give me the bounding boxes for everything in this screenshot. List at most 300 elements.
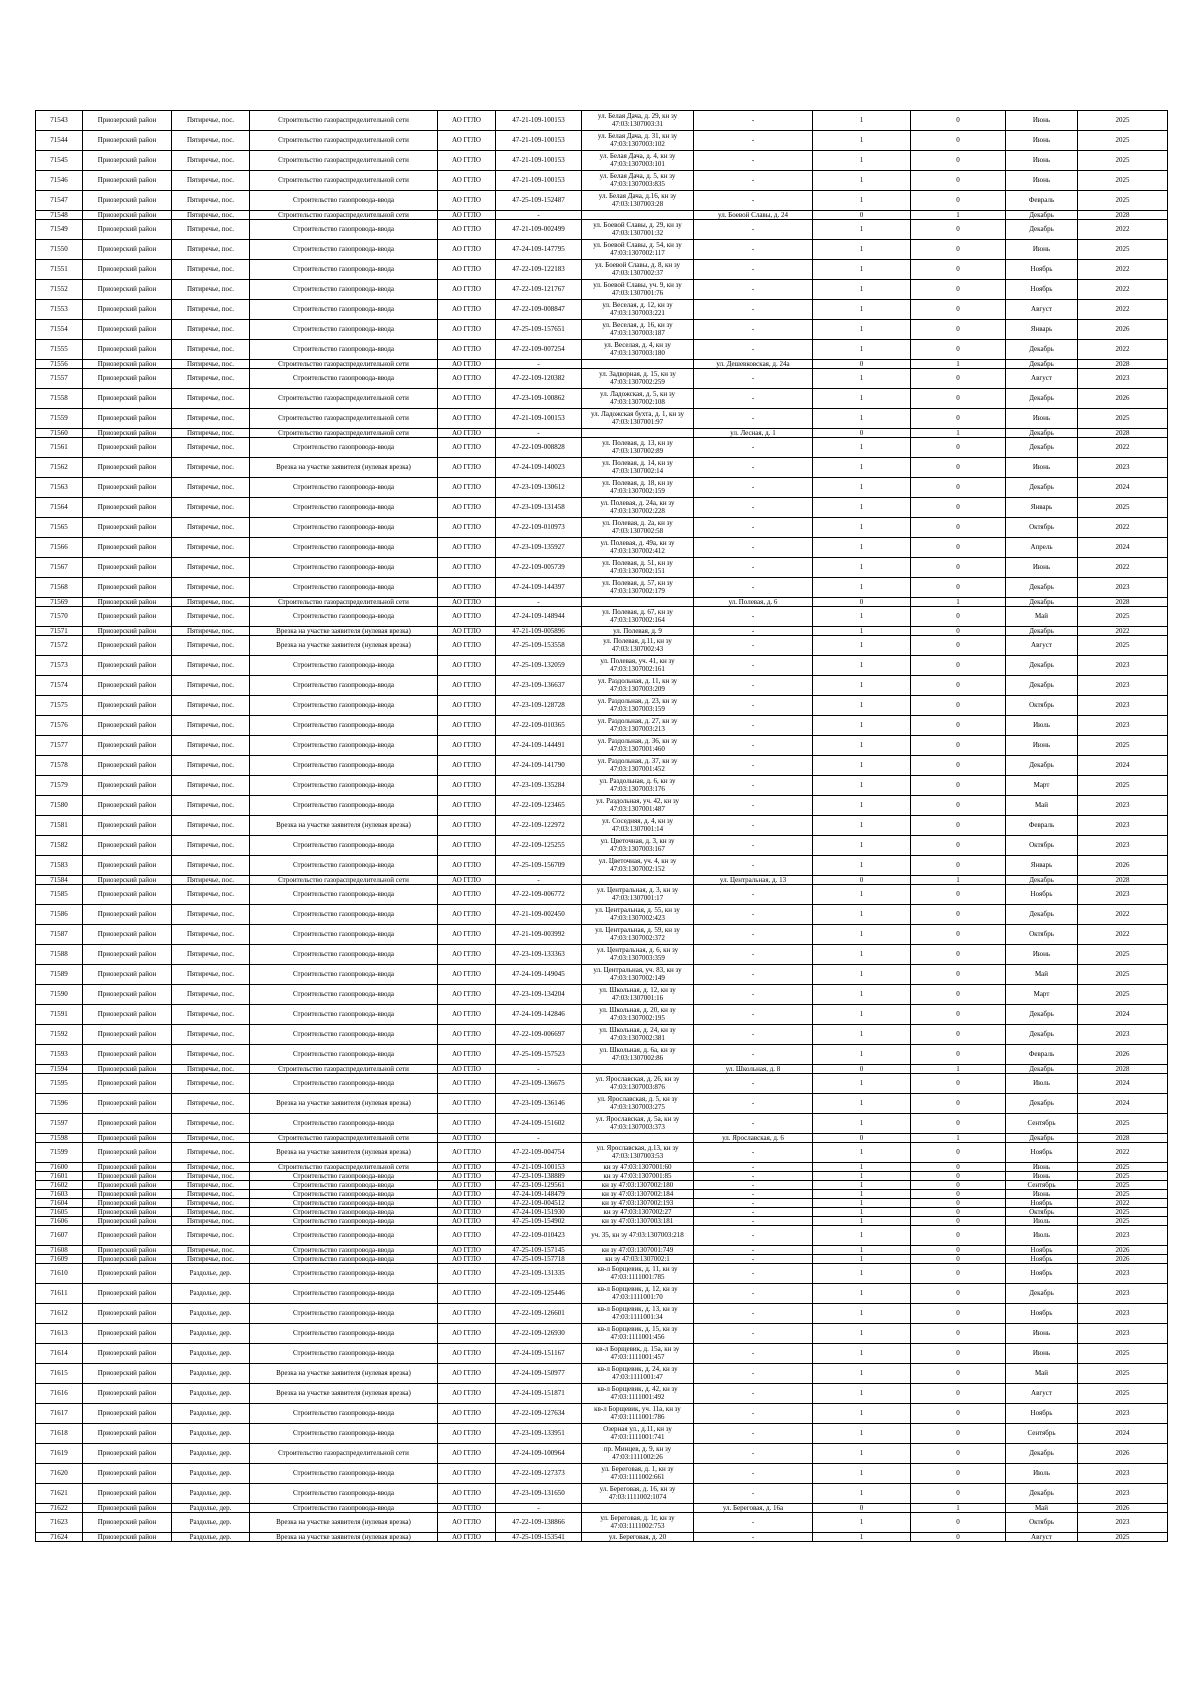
- cell-application-number: 47-22-109-125446: [496, 1284, 582, 1304]
- cell-district: Приозерский район: [83, 885, 172, 905]
- cell-settlement: Пятиречье, пос.: [172, 656, 250, 676]
- cell-organization: АО ГГЛО: [438, 1045, 496, 1065]
- cell-count-a: 1: [813, 985, 911, 1005]
- cell-count-b: 1: [911, 1504, 1006, 1513]
- cell-application-number: 47-23-109-136675: [496, 1074, 582, 1094]
- cell-address-cadastral: ул. Полевая, д. 67, кн зу 47:03:1307002:164: [582, 607, 694, 627]
- cell-application-number: 47-23-109-131335: [496, 1264, 582, 1284]
- cell-district: Приозерский район: [83, 1074, 172, 1094]
- cell-address-planned: -: [694, 1484, 813, 1504]
- cell-count-b: 0: [911, 965, 1006, 985]
- table-row: [36, 816, 1168, 836]
- cell-count-a: 1: [813, 1284, 911, 1304]
- cell-organization: АО ГГЛО: [438, 538, 496, 558]
- cell-district: Приозерский район: [83, 985, 172, 1005]
- cell-address-planned: -: [694, 1255, 813, 1264]
- cell-address-cadastral: ул. Центральная, д. 3, кн зу 47:03:1307001:17: [582, 885, 694, 905]
- cell-work-type: Строительство газопровода-ввода: [250, 985, 438, 1005]
- cell-settlement: Пятиречье, пос.: [172, 220, 250, 240]
- cell-year: 2023: [1078, 1264, 1168, 1284]
- cell-organization: АО ГГЛО: [438, 1134, 496, 1143]
- cell-year: 2023: [1078, 1464, 1168, 1484]
- cell-year: 2025: [1078, 636, 1168, 656]
- cell-settlement: Пятиречье, пос.: [172, 776, 250, 796]
- cell-count-b: 0: [911, 1444, 1006, 1464]
- cell-district: Приозерский район: [83, 240, 172, 260]
- cell-year: 2025: [1078, 131, 1168, 151]
- table-row: [36, 1344, 1168, 1364]
- cell-address-planned: -: [694, 836, 813, 856]
- cell-settlement: Пятиречье, пос.: [172, 1065, 250, 1074]
- cell-row-number: 71599: [36, 1143, 83, 1163]
- cell-address-planned: ул. Центральная, д. 13: [694, 876, 813, 885]
- cell-address-planned: -: [694, 696, 813, 716]
- cell-organization: АО ГГЛО: [438, 736, 496, 756]
- cell-count-b: 0: [911, 1513, 1006, 1533]
- cell-count-a: 1: [813, 1484, 911, 1504]
- cell-row-number: 71594: [36, 1065, 83, 1074]
- cell-count-a: 1: [813, 836, 911, 856]
- table-row: [36, 280, 1168, 300]
- cell-organization: АО ГГЛО: [438, 320, 496, 340]
- cell-work-type: Строительство газораспределительной сети: [250, 211, 438, 220]
- cell-settlement: Раздолье, дер.: [172, 1304, 250, 1324]
- cell-count-b: 1: [911, 1134, 1006, 1143]
- cell-application-number: 47-22-109-121767: [496, 280, 582, 300]
- cell-year: 2024: [1078, 1074, 1168, 1094]
- cell-organization: АО ГГЛО: [438, 1344, 496, 1364]
- cell-settlement: Пятиречье, пос.: [172, 1094, 250, 1114]
- cell-count-b: 0: [911, 1074, 1006, 1094]
- cell-work-type: Строительство газопровода-ввода: [250, 836, 438, 856]
- cell-settlement: Пятиречье, пос.: [172, 1226, 250, 1246]
- cell-work-type: Строительство газопровода-ввода: [250, 558, 438, 578]
- cell-count-a: 1: [813, 1513, 911, 1533]
- cell-application-number: 47-23-109-135284: [496, 776, 582, 796]
- cell-month: Январь: [1006, 320, 1078, 340]
- cell-work-type: Строительство газораспределительной сети: [250, 429, 438, 438]
- cell-count-b: 0: [911, 636, 1006, 656]
- cell-work-type: Врезка на участке заявителя (нулевая врезка): [250, 1384, 438, 1404]
- cell-address-planned: -: [694, 1163, 813, 1172]
- table-row: [36, 1304, 1168, 1324]
- cell-application-number: 47-24-109-142846: [496, 1005, 582, 1025]
- cell-application-number: -: [496, 1504, 582, 1513]
- cell-month: Июнь: [1006, 151, 1078, 171]
- cell-row-number: 71580: [36, 796, 83, 816]
- cell-settlement: Раздолье, дер.: [172, 1484, 250, 1504]
- table-row: [36, 1208, 1168, 1217]
- cell-organization: АО ГГЛО: [438, 300, 496, 320]
- cell-settlement: Пятиречье, пос.: [172, 1172, 250, 1181]
- cell-count-a: 1: [813, 280, 911, 300]
- cell-organization: АО ГГЛО: [438, 220, 496, 240]
- cell-row-number: 71546: [36, 171, 83, 191]
- table-row: [36, 836, 1168, 856]
- cell-settlement: Пятиречье, пос.: [172, 240, 250, 260]
- cell-row-number: 71581: [36, 816, 83, 836]
- cell-count-a: 1: [813, 409, 911, 429]
- cell-row-number: 71592: [36, 1025, 83, 1045]
- cell-row-number: 71607: [36, 1226, 83, 1246]
- cell-application-number: 47-23-109-133363: [496, 945, 582, 965]
- cell-month: Декабрь: [1006, 578, 1078, 598]
- cell-address-planned: -: [694, 965, 813, 985]
- cell-month: Июнь: [1006, 131, 1078, 151]
- cell-work-type: Строительство газопровода-ввода: [250, 1217, 438, 1226]
- cell-address-planned: -: [694, 1190, 813, 1199]
- cell-work-type: Строительство газопровода-ввода: [250, 518, 438, 538]
- cell-settlement: Пятиречье, пос.: [172, 369, 250, 389]
- cell-count-b: 0: [911, 1344, 1006, 1364]
- cell-address-cadastral: ул. Центральная, д. 59, кн зу 47:03:1307002:372: [582, 925, 694, 945]
- cell-address-cadastral: кн зу 47:03:1307002:184: [582, 1190, 694, 1199]
- cell-settlement: Пятиречье, пос.: [172, 518, 250, 538]
- cell-month: Декабрь: [1006, 676, 1078, 696]
- cell-month: Ноябрь: [1006, 1404, 1078, 1424]
- cell-application-number: 47-21-109-002450: [496, 905, 582, 925]
- cell-organization: АО ГГЛО: [438, 696, 496, 716]
- cell-organization: АО ГГЛО: [438, 1464, 496, 1484]
- cell-count-b: 0: [911, 300, 1006, 320]
- cell-count-b: 1: [911, 429, 1006, 438]
- cell-organization: АО ГГЛО: [438, 260, 496, 280]
- cell-month: Декабрь: [1006, 429, 1078, 438]
- cell-address-planned: -: [694, 498, 813, 518]
- cell-district: Приозерский район: [83, 1045, 172, 1065]
- table-row: [36, 945, 1168, 965]
- cell-settlement: Пятиречье, пос.: [172, 558, 250, 578]
- table-row: [36, 756, 1168, 776]
- cell-row-number: 71547: [36, 191, 83, 211]
- cell-count-b: 0: [911, 796, 1006, 816]
- cell-work-type: Строительство газопровода-ввода: [250, 676, 438, 696]
- cell-count-a: 1: [813, 1464, 911, 1484]
- cell-count-a: 1: [813, 1074, 911, 1094]
- cell-count-b: 0: [911, 458, 1006, 478]
- cell-address-planned: -: [694, 300, 813, 320]
- cell-application-number: 47-22-109-126601: [496, 1304, 582, 1324]
- cell-count-b: 0: [911, 151, 1006, 171]
- cell-district: Приозерский район: [83, 1208, 172, 1217]
- cell-month: Ноябрь: [1006, 1199, 1078, 1208]
- cell-year: 2026: [1078, 1504, 1168, 1513]
- cell-address-planned: -: [694, 171, 813, 191]
- cell-year: 2025: [1078, 1217, 1168, 1226]
- cell-count-a: 0: [813, 429, 911, 438]
- cell-district: Приозерский район: [83, 856, 172, 876]
- cell-organization: АО ГГЛО: [438, 598, 496, 607]
- cell-address-cadastral: ул. Береговая, д. 1, кн зу 47:03:1111002:661: [582, 1464, 694, 1484]
- cell-district: Приозерский район: [83, 598, 172, 607]
- cell-count-b: 0: [911, 220, 1006, 240]
- cell-settlement: Раздолье, дер.: [172, 1424, 250, 1444]
- cell-settlement: Пятиречье, пос.: [172, 438, 250, 458]
- cell-district: Приозерский район: [83, 220, 172, 240]
- cell-row-number: 71605: [36, 1208, 83, 1217]
- cell-year: 2025: [1078, 1181, 1168, 1190]
- cell-count-a: 1: [813, 1045, 911, 1065]
- cell-work-type: Строительство газопровода-ввода: [250, 1172, 438, 1181]
- cell-address-planned: -: [694, 1344, 813, 1364]
- cell-count-a: 1: [813, 151, 911, 171]
- cell-month: Август: [1006, 1533, 1078, 1542]
- cell-work-type: Строительство газопровода-ввода: [250, 220, 438, 240]
- cell-district: Приозерский район: [83, 1464, 172, 1484]
- table-row: [36, 578, 1168, 598]
- table-row: [36, 736, 1168, 756]
- cell-work-type: Врезка на участке заявителя (нулевая врезка): [250, 1513, 438, 1533]
- cell-organization: АО ГГЛО: [438, 1255, 496, 1264]
- cell-settlement: Пятиречье, пос.: [172, 111, 250, 131]
- cell-row-number: 71552: [36, 280, 83, 300]
- cell-district: Приозерский район: [83, 716, 172, 736]
- cell-row-number: 71610: [36, 1264, 83, 1284]
- cell-settlement: Пятиречье, пос.: [172, 300, 250, 320]
- cell-settlement: Пятиречье, пос.: [172, 389, 250, 409]
- cell-work-type: Строительство газопровода-ввода: [250, 885, 438, 905]
- cell-count-a: 0: [813, 598, 911, 607]
- cell-application-number: 47-22-109-004512: [496, 1199, 582, 1208]
- cell-row-number: 71555: [36, 340, 83, 360]
- cell-address-cadastral: ул. Ладожская бухта, д. 1, кн зу 47:03:1307001:97: [582, 409, 694, 429]
- cell-count-b: 0: [911, 856, 1006, 876]
- cell-organization: АО ГГЛО: [438, 1217, 496, 1226]
- cell-month: Ноябрь: [1006, 1246, 1078, 1255]
- cell-application-number: 47-24-109-148479: [496, 1190, 582, 1199]
- cell-application-number: 47-24-109-148944: [496, 607, 582, 627]
- cell-count-b: 0: [911, 498, 1006, 518]
- cell-month: Июль: [1006, 1217, 1078, 1226]
- cell-settlement: Пятиречье, пос.: [172, 756, 250, 776]
- cell-address-cadastral: ул. Раздольная, уч. 42, кн зу 47:03:1307001:487: [582, 796, 694, 816]
- table-row: [36, 1025, 1168, 1045]
- cell-address-planned: -: [694, 925, 813, 945]
- table-row: [36, 518, 1168, 538]
- cell-application-number: 47-24-109-144491: [496, 736, 582, 756]
- cell-application-number: 47-25-109-153541: [496, 1533, 582, 1542]
- cell-application-number: 47-22-109-127634: [496, 1404, 582, 1424]
- cell-district: Приозерский район: [83, 518, 172, 538]
- cell-month: Декабрь: [1006, 1484, 1078, 1504]
- cell-work-type: Строительство газораспределительной сети: [250, 111, 438, 131]
- table-row: [36, 607, 1168, 627]
- cell-count-a: 0: [813, 360, 911, 369]
- cell-address-cadastral: кв-л Борщевик, д. 11, кн зу 47:03:1111001:785: [582, 1264, 694, 1284]
- cell-address-planned: -: [694, 558, 813, 578]
- cell-application-number: 47-22-109-008847: [496, 300, 582, 320]
- cell-count-b: 0: [911, 578, 1006, 598]
- cell-address-planned: -: [694, 1114, 813, 1134]
- cell-month: Ноябрь: [1006, 280, 1078, 300]
- cell-address-planned: ул. Дешевковская, д. 24а: [694, 360, 813, 369]
- cell-organization: АО ГГЛО: [438, 458, 496, 478]
- cell-district: Приозерский район: [83, 1172, 172, 1181]
- cell-district: Приозерский район: [83, 558, 172, 578]
- cell-district: Приозерский район: [83, 171, 172, 191]
- cell-settlement: Пятиречье, пос.: [172, 985, 250, 1005]
- cell-month: Сентябрь: [1006, 1424, 1078, 1444]
- cell-address-planned: -: [694, 320, 813, 340]
- cell-month: Декабрь: [1006, 1025, 1078, 1045]
- cell-settlement: Пятиречье, пос.: [172, 498, 250, 518]
- cell-count-b: 0: [911, 816, 1006, 836]
- cell-organization: АО ГГЛО: [438, 111, 496, 131]
- cell-address-planned: ул. Школьная, д. 8: [694, 1065, 813, 1074]
- cell-settlement: Раздолье, дер.: [172, 1324, 250, 1344]
- cell-work-type: Строительство газопровода-ввода: [250, 736, 438, 756]
- cell-count-a: 1: [813, 538, 911, 558]
- table-row: [36, 1464, 1168, 1484]
- cell-count-a: 0: [813, 211, 911, 220]
- table-row: [36, 1143, 1168, 1163]
- cell-count-a: 0: [813, 1504, 911, 1513]
- cell-month: Ноябрь: [1006, 1264, 1078, 1284]
- cell-district: Приозерский район: [83, 1246, 172, 1255]
- cell-year: 2024: [1078, 1094, 1168, 1114]
- cell-address-planned: -: [694, 1324, 813, 1344]
- cell-count-b: 1: [911, 876, 1006, 885]
- table-row: [36, 111, 1168, 131]
- cell-count-b: 0: [911, 111, 1006, 131]
- cell-application-number: 47-24-109-149045: [496, 965, 582, 985]
- cell-row-number: 71544: [36, 131, 83, 151]
- cell-address-planned: -: [694, 1094, 813, 1114]
- cell-work-type: Врезка на участке заявителя (нулевая врезка): [250, 627, 438, 636]
- table-row: [36, 429, 1168, 438]
- cell-year: 2023: [1078, 1513, 1168, 1533]
- cell-work-type: Строительство газопровода-ввода: [250, 300, 438, 320]
- cell-application-number: 47-21-109-100153: [496, 131, 582, 151]
- cell-row-number: 71612: [36, 1304, 83, 1324]
- cell-district: Приозерский район: [83, 151, 172, 171]
- cell-month: Ноябрь: [1006, 885, 1078, 905]
- table-row: [36, 696, 1168, 716]
- cell-application-number: 47-24-109-150977: [496, 1364, 582, 1384]
- cell-month: Июнь: [1006, 409, 1078, 429]
- cell-settlement: Пятиречье, пос.: [172, 429, 250, 438]
- cell-month: Ноябрь: [1006, 1143, 1078, 1163]
- cell-application-number: 47-23-109-135927: [496, 538, 582, 558]
- cell-row-number: 71565: [36, 518, 83, 538]
- cell-count-b: 0: [911, 676, 1006, 696]
- cell-count-b: 0: [911, 409, 1006, 429]
- table-row: [36, 885, 1168, 905]
- cell-year: 2025: [1078, 191, 1168, 211]
- cell-year: 2025: [1078, 1208, 1168, 1217]
- cell-address-cadastral: [582, 1504, 694, 1513]
- cell-address-planned: -: [694, 1045, 813, 1065]
- cell-organization: АО ГГЛО: [438, 636, 496, 656]
- cell-count-b: 0: [911, 925, 1006, 945]
- cell-count-a: 1: [813, 1404, 911, 1424]
- cell-address-planned: -: [694, 1533, 813, 1542]
- cell-organization: АО ГГЛО: [438, 171, 496, 191]
- table-row: [36, 1226, 1168, 1246]
- cell-row-number: 71583: [36, 856, 83, 876]
- cell-row-number: 71609: [36, 1255, 83, 1264]
- cell-application-number: 47-25-109-157145: [496, 1246, 582, 1255]
- cell-organization: АО ГГЛО: [438, 131, 496, 151]
- cell-address-planned: -: [694, 151, 813, 171]
- cell-work-type: Строительство газопровода-ввода: [250, 1226, 438, 1246]
- cell-count-b: 0: [911, 1533, 1006, 1542]
- cell-organization: АО ГГЛО: [438, 429, 496, 438]
- cell-address-cadastral: ул. Веселая, д. 12, кн зу 47:03:1307003:221: [582, 300, 694, 320]
- cell-address-cadastral: ул. Ярославская, д. 26, кн зу 47:03:1307003:876: [582, 1074, 694, 1094]
- cell-work-type: Строительство газопровода-ввода: [250, 905, 438, 925]
- cell-application-number: 47-24-109-151930: [496, 1208, 582, 1217]
- table-row: [36, 985, 1168, 1005]
- cell-count-a: 1: [813, 1324, 911, 1344]
- cell-address-cadastral: [582, 211, 694, 220]
- cell-year: 2023: [1078, 369, 1168, 389]
- cell-count-a: 1: [813, 320, 911, 340]
- table-row: [36, 458, 1168, 478]
- cell-settlement: Пятиречье, пос.: [172, 636, 250, 656]
- cell-count-a: 1: [813, 1226, 911, 1246]
- cell-address-cadastral: ул. Раздольная, д. 23, кн зу 47:03:1307003:159: [582, 696, 694, 716]
- cell-settlement: Пятиречье, пос.: [172, 1163, 250, 1172]
- cell-row-number: 71613: [36, 1324, 83, 1344]
- cell-month: Октябрь: [1006, 696, 1078, 716]
- cell-year: 2023: [1078, 458, 1168, 478]
- cell-district: Приозерский район: [83, 458, 172, 478]
- cell-address-planned: -: [694, 636, 813, 656]
- cell-work-type: Строительство газопровода-ввода: [250, 607, 438, 627]
- cell-row-number: 71543: [36, 111, 83, 131]
- cell-organization: АО ГГЛО: [438, 716, 496, 736]
- cell-year: 2028: [1078, 598, 1168, 607]
- cell-row-number: 71569: [36, 598, 83, 607]
- cell-row-number: 71553: [36, 300, 83, 320]
- cell-count-b: 0: [911, 280, 1006, 300]
- cell-address-planned: -: [694, 716, 813, 736]
- cell-count-b: 0: [911, 538, 1006, 558]
- cell-address-cadastral: кв-л Борщевик, уч. 11а, кн зу 47:03:1111001:786: [582, 1404, 694, 1424]
- cell-application-number: 47-23-109-134204: [496, 985, 582, 1005]
- cell-address-planned: -: [694, 756, 813, 776]
- cell-year: 2023: [1078, 1304, 1168, 1324]
- cell-application-number: 47-25-109-152487: [496, 191, 582, 211]
- cell-month: Июль: [1006, 1226, 1078, 1246]
- table-row: [36, 1114, 1168, 1134]
- cell-organization: АО ГГЛО: [438, 1094, 496, 1114]
- cell-month: Август: [1006, 636, 1078, 656]
- cell-year: 2022: [1078, 925, 1168, 945]
- cell-work-type: Строительство газораспределительной сети: [250, 1134, 438, 1143]
- cell-application-number: 47-24-109-140023: [496, 458, 582, 478]
- table-row: [36, 965, 1168, 985]
- cell-row-number: 71567: [36, 558, 83, 578]
- table-row: [36, 171, 1168, 191]
- cell-organization: АО ГГЛО: [438, 1143, 496, 1163]
- cell-address-planned: -: [694, 1025, 813, 1045]
- cell-address-planned: -: [694, 627, 813, 636]
- cell-settlement: Пятиречье, пос.: [172, 1074, 250, 1094]
- cell-work-type: Строительство газораспределительной сети: [250, 131, 438, 151]
- table-row: [36, 716, 1168, 736]
- cell-year: 2025: [1078, 171, 1168, 191]
- cell-address-cadastral: ул. Полевая, д. 9: [582, 627, 694, 636]
- cell-address-cadastral: ул. Полевая, д.11, кн зу 47:03:1307002:43: [582, 636, 694, 656]
- cell-work-type: Строительство газопровода-ввода: [250, 1404, 438, 1424]
- cell-application-number: 47-23-109-131458: [496, 498, 582, 518]
- cell-district: Приозерский район: [83, 1190, 172, 1199]
- cell-organization: АО ГГЛО: [438, 1208, 496, 1217]
- table-row: [36, 191, 1168, 211]
- cell-month: Июнь: [1006, 171, 1078, 191]
